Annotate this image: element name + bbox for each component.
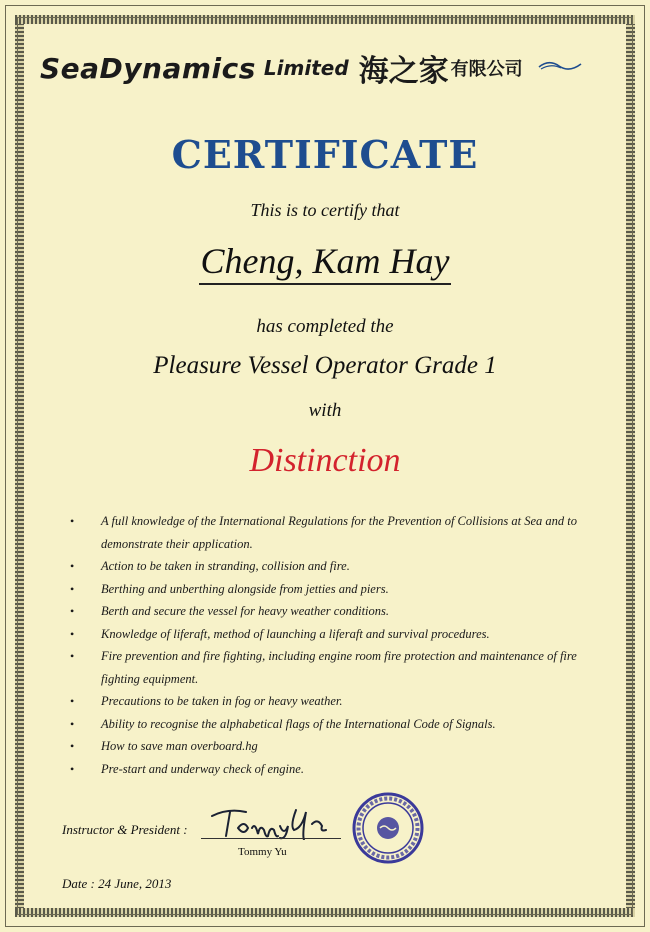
list-item: • A full knowledge of the International Regulations for the Prevention of Collisions at Sea and to demonstrate their application. bbox=[70, 510, 590, 555]
issue-date: Date : 24 June, 2013 bbox=[62, 876, 172, 891]
company-header bbox=[40, 48, 620, 88]
company-seal-icon bbox=[350, 790, 426, 866]
competency-list bbox=[70, 510, 590, 780]
bullet-icon: • bbox=[70, 604, 75, 618]
list-item: • Knowledge of liferaft, method of launching a liferaft and survival procedures. bbox=[70, 623, 590, 646]
list-item: • Pre-start and underway check of engine. bbox=[70, 758, 590, 781]
brand-chinese-suffix: 有限公司 bbox=[450, 59, 523, 80]
bullet-icon: • bbox=[70, 581, 75, 596]
brand-chinese-name: 海之家 bbox=[358, 54, 449, 89]
bullet-icon: • bbox=[70, 514, 75, 528]
bullet-icon: • bbox=[70, 716, 75, 731]
list-item: • Ability to recognise the alphabetical flags of the International Code of Signals. bbox=[70, 713, 590, 736]
list-item: • Fire prevention and fire fighting, including engine room fire protection and maintenance of fire fighting equipment. bbox=[70, 645, 590, 690]
grade-distinction: Distinction bbox=[249, 442, 401, 479]
recipient-name: Cheng, Kam Hay bbox=[199, 241, 452, 285]
bullet-icon: • bbox=[70, 694, 75, 708]
bullet-icon: • bbox=[70, 649, 75, 663]
bullet-icon: • bbox=[70, 559, 75, 573]
signature-line bbox=[201, 838, 341, 839]
certify-text: This is to certify that bbox=[250, 200, 400, 220]
with-text: with bbox=[308, 400, 342, 421]
instructor-label: Instructor & President : bbox=[62, 822, 188, 837]
list-item: • Berthing and unberthing alongside from jetties and piers. bbox=[70, 578, 590, 601]
bullet-icon: • bbox=[70, 761, 75, 776]
list-item: • How to save man overboard.hg bbox=[70, 735, 590, 758]
bullet-icon: • bbox=[70, 626, 75, 641]
list-item: • Precautions to be taken in fog or heavy weather. bbox=[70, 690, 590, 713]
list-item: • Berth and secure the vessel for heavy weather conditions. bbox=[70, 600, 590, 623]
signer-name: Tommy Yu bbox=[238, 846, 287, 858]
course-name: Pleasure Vessel Operator Grade 1 bbox=[153, 352, 497, 379]
recipient-name-line bbox=[0, 240, 650, 282]
certificate-title: CERTIFICATE bbox=[171, 132, 479, 177]
wave-icon bbox=[537, 57, 583, 80]
brand-name: SeaDynamics bbox=[40, 51, 256, 85]
brand-suffix: Limited bbox=[263, 56, 349, 80]
completed-text: has completed the bbox=[256, 316, 394, 337]
list-item: • Action to be taken in stranding, collision and fire. bbox=[70, 555, 590, 578]
handwritten-signature bbox=[208, 806, 338, 840]
bullet-icon: • bbox=[70, 739, 75, 753]
